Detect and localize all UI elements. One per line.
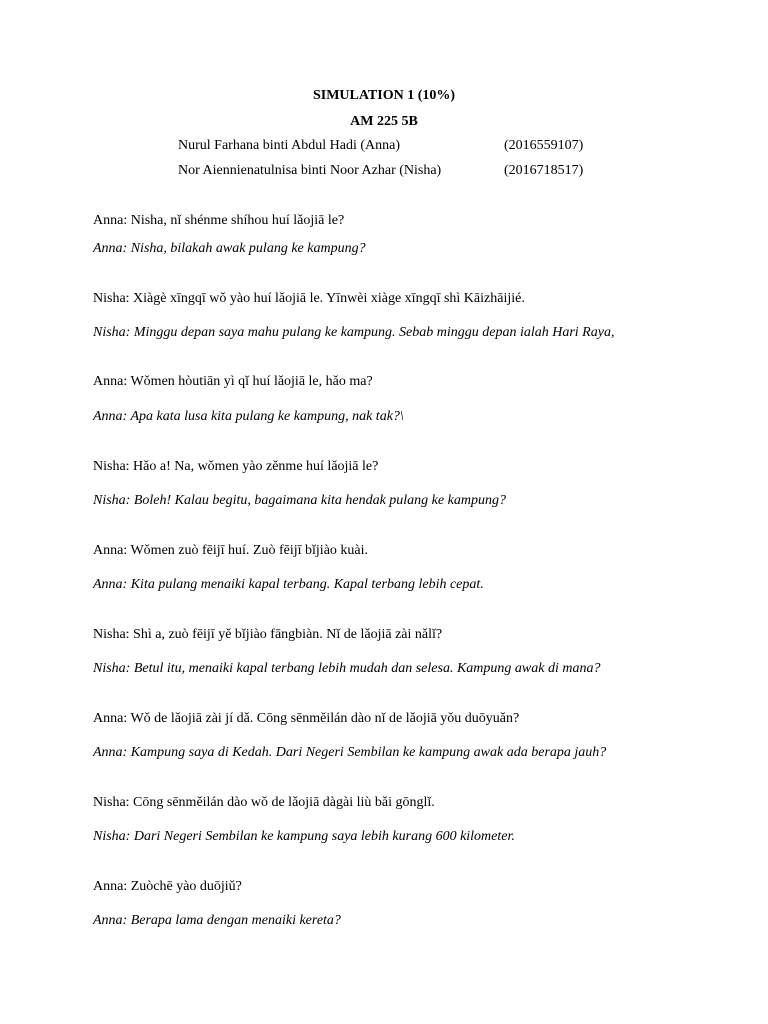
dialogue-chinese-line: Nisha: Shì a, zuò fēijī yě bǐjiào fāngbiàn. Nǐ de lǎojiā zài nǎlǐ? xyxy=(93,627,443,642)
author-line xyxy=(178,163,584,179)
author-id: (2016559107) xyxy=(504,138,584,153)
dialogue-malay-line: Anna: Apa kata lusa kita pulang ke kampung, nak tak?\ xyxy=(93,409,404,424)
dialogue-chinese-line: Anna: Nisha, nǐ shénme shíhou huí lǎojiā le? xyxy=(93,213,345,228)
dialogue-malay-line: Anna: Nisha, bilakah awak pulang ke kampung? xyxy=(93,241,366,256)
dialogue-malay-line: Anna: Kampung saya di Kedah. Dari Negeri Sembilan ke kampung awak ada berapa jauh? xyxy=(93,745,607,760)
dialogue-malay-line: Anna: Berapa lama dengan menaiki kereta? xyxy=(93,913,341,928)
author-id: (2016718517) xyxy=(504,163,584,178)
dialogue-malay-line: Anna: Kita pulang menaiki kapal terbang. Kapal terbang lebih cepat. xyxy=(93,577,484,592)
author-name: Nurul Farhana binti Abdul Hadi (Anna) xyxy=(178,138,401,153)
dialogue-malay-line: Nisha: Dari Negeri Sembilan ke kampung saya lebih kurang 600 kilometer. xyxy=(93,829,515,844)
dialogue-chinese-line: Anna: Wǒmen zuò fēijī huí. Zuò fēijī bǐjiào kuài. xyxy=(93,543,369,558)
author-line xyxy=(178,138,584,154)
dialogue-chinese-line: Nisha: Xiàgè xīngqī wǒ yào huí lǎojiā le. Yīnwèi xiàge xīngqī shì Kāizhāijié. xyxy=(93,291,525,306)
author-name: Nor Aiennienatulnisa binti Noor Azhar (Nisha) xyxy=(178,163,442,178)
dialogue-chinese-line: Nisha: Hǎo a! Na, wǒmen yào zěnme huí lǎojiā le? xyxy=(93,459,379,474)
dialogue-chinese-line: Anna: Wǒ de lǎojiā zài jí dǎ. Cōng sēnměilán dào nǐ de lǎojiā yǒu duōyuǎn? xyxy=(93,711,520,726)
dialogue-chinese-line: Anna: Wǒmen hòutiān yì qǐ huí lǎojiā le, hǎo ma? xyxy=(93,374,373,389)
dialogue-chinese-line: Anna: Zuòchē yào duōjiǔ? xyxy=(93,879,242,894)
course-code: AM 225 5B xyxy=(350,114,418,129)
dialogue-malay-line: Nisha: Boleh! Kalau begitu, bagaimana kita hendak pulang ke kampung? xyxy=(93,493,506,508)
document-title: SIMULATION 1 (10%) xyxy=(312,88,456,103)
dialogue-malay-line: Nisha: Minggu depan saya mahu pulang ke kampung. Sebab minggu depan ialah Hari Raya, xyxy=(93,325,615,340)
dialogue-malay-line: Nisha: Betul itu, menaiki kapal terbang lebih mudah dan selesa. Kampung awak di mana? xyxy=(93,661,601,676)
dialogue-chinese-line: Nisha: Cōng sēnměilán dào wǒ de lǎojiā dàgài liù bǎi gōnglǐ. xyxy=(93,795,435,810)
